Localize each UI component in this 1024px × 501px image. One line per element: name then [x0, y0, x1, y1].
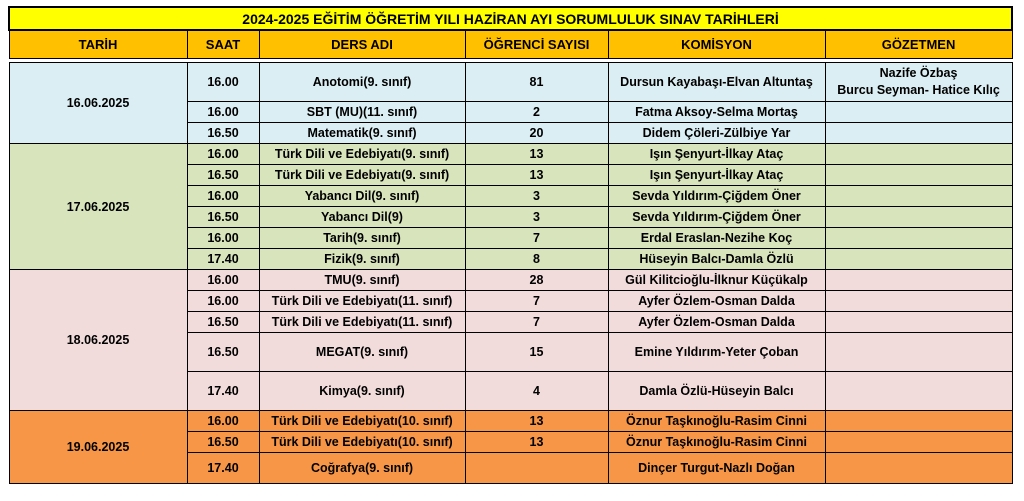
- proctor-cell: [825, 207, 1012, 228]
- count-cell: 13: [465, 144, 608, 165]
- commission-cell: Gül Kilitcioğlu-İlknur Küçükalp: [608, 270, 825, 291]
- count-cell: 3: [465, 207, 608, 228]
- proctor-cell: [825, 372, 1012, 411]
- table-row: [9, 270, 1012, 291]
- time-cell: 17.40: [187, 453, 259, 484]
- course-cell: Yabancı Dil(9. sınıf): [259, 186, 465, 207]
- header-time: SAAT: [187, 30, 259, 59]
- commission-cell: Öznur Taşkınoğlu-Rasim Cinni: [608, 411, 825, 432]
- proctor-cell: [825, 270, 1012, 291]
- count-cell: 2: [465, 102, 608, 123]
- proctor-cell: [825, 165, 1012, 186]
- time-cell: 16.50: [187, 432, 259, 453]
- course-cell: SBT (MU)(11. sınıf): [259, 102, 465, 123]
- count-cell: 20: [465, 123, 608, 144]
- proctor-cell: [825, 144, 1012, 165]
- commission-cell: Damla Özlü-Hüseyin Balcı: [608, 372, 825, 411]
- proctor-cell: [825, 102, 1012, 123]
- time-cell: 16.50: [187, 312, 259, 333]
- proctor-cell: [825, 432, 1012, 453]
- proctor-cell: [825, 333, 1012, 372]
- course-cell: Türk Dili ve Edebiyatı(10. sınıf): [259, 432, 465, 453]
- count-cell: 28: [465, 270, 608, 291]
- proctor-line: Nazife Özbaş: [879, 66, 958, 80]
- date-cell: 16.06.2025: [9, 63, 187, 144]
- header-course: DERS ADI: [259, 30, 465, 59]
- time-cell: 16.00: [187, 144, 259, 165]
- course-cell: Türk Dili ve Edebiyatı(11. sınıf): [259, 291, 465, 312]
- commission-cell: Dursun Kayabaşı-Elvan Altuntaş: [608, 63, 825, 102]
- course-cell: Anotomi(9. sınıf): [259, 63, 465, 102]
- commission-cell: Ayfer Özlem-Osman Dalda: [608, 312, 825, 333]
- course-cell: Türk Dili ve Edebiyatı(11. sınıf): [259, 312, 465, 333]
- course-cell: Coğrafya(9. sınıf): [259, 453, 465, 484]
- proctor-cell: [825, 63, 1012, 102]
- commission-cell: Didem Çöleri-Zülbiye Yar: [608, 123, 825, 144]
- date-cell: 17.06.2025: [9, 144, 187, 270]
- header-commission: KOMİSYON: [608, 30, 825, 59]
- exam-schedule-table: [8, 6, 1013, 484]
- time-cell: 16.00: [187, 270, 259, 291]
- title-row: [9, 7, 1012, 30]
- count-cell: 4: [465, 372, 608, 411]
- time-cell: 16.50: [187, 123, 259, 144]
- proctor-cell: [825, 312, 1012, 333]
- proctor-cell: [825, 291, 1012, 312]
- course-cell: Türk Dili ve Edebiyatı(9. sınıf): [259, 144, 465, 165]
- proctor-cell: [825, 249, 1012, 270]
- commission-cell: Öznur Taşkınoğlu-Rasim Cinni: [608, 432, 825, 453]
- time-cell: 16.50: [187, 333, 259, 372]
- time-cell: 16.00: [187, 186, 259, 207]
- time-cell: 16.50: [187, 207, 259, 228]
- commission-cell: Sevda Yıldırım-Çiğdem Öner: [608, 186, 825, 207]
- commission-cell: Dinçer Turgut-Nazlı Doğan: [608, 453, 825, 484]
- proctor-cell: [825, 411, 1012, 432]
- proctor-cell: [825, 453, 1012, 484]
- course-cell: Kimya(9. sınıf): [259, 372, 465, 411]
- time-cell: 16.00: [187, 102, 259, 123]
- count-cell: 13: [465, 165, 608, 186]
- date-cell: 19.06.2025: [9, 411, 187, 484]
- time-cell: 16.00: [187, 291, 259, 312]
- table-row: [9, 411, 1012, 432]
- count-cell: 13: [465, 432, 608, 453]
- table-row: [9, 144, 1012, 165]
- commission-cell: Sevda Yıldırım-Çiğdem Öner: [608, 207, 825, 228]
- count-cell: 81: [465, 63, 608, 102]
- header-student-count: ÖĞRENCİ SAYISI: [465, 30, 608, 59]
- time-cell: 16.50: [187, 165, 259, 186]
- date-cell: 18.06.2025: [9, 270, 187, 411]
- commission-cell: Hüseyin Balcı-Damla Özlü: [608, 249, 825, 270]
- commission-cell: Erdal Eraslan-Nezihe Koç: [608, 228, 825, 249]
- count-cell: 8: [465, 249, 608, 270]
- proctor-cell: [825, 186, 1012, 207]
- count-cell: [465, 453, 608, 484]
- time-cell: 16.00: [187, 228, 259, 249]
- course-cell: Fizik(9. sınıf): [259, 249, 465, 270]
- course-cell: Matematik(9. sınıf): [259, 123, 465, 144]
- course-cell: Yabancı Dil(9): [259, 207, 465, 228]
- commission-cell: Işın Şenyurt-İlkay Ataç: [608, 144, 825, 165]
- count-cell: 15: [465, 333, 608, 372]
- course-cell: Tarih(9. sınıf): [259, 228, 465, 249]
- header-row: [9, 30, 1012, 59]
- count-cell: 13: [465, 411, 608, 432]
- time-cell: 17.40: [187, 249, 259, 270]
- commission-cell: Işın Şenyurt-İlkay Ataç: [608, 165, 825, 186]
- course-cell: Türk Dili ve Edebiyatı(10. sınıf): [259, 411, 465, 432]
- course-cell: Türk Dili ve Edebiyatı(9. sınıf): [259, 165, 465, 186]
- commission-cell: Fatma Aksoy-Selma Mortaş: [608, 102, 825, 123]
- proctor-line: Burcu Seyman- Hatice Kılıç: [837, 83, 1000, 97]
- page-title: 2024-2025 EĞİTİM ÖĞRETİM YILI HAZİRAN AYI SORUMLULUK SINAV TARİHLERİ: [9, 7, 1012, 30]
- header-date: TARİH: [9, 30, 187, 59]
- proctor-cell: [825, 123, 1012, 144]
- time-cell: 17.40: [187, 372, 259, 411]
- commission-cell: Emine Yıldırım-Yeter Çoban: [608, 333, 825, 372]
- commission-cell: Ayfer Özlem-Osman Dalda: [608, 291, 825, 312]
- count-cell: 7: [465, 312, 608, 333]
- count-cell: 3: [465, 186, 608, 207]
- time-cell: 16.00: [187, 411, 259, 432]
- time-cell: 16.00: [187, 63, 259, 102]
- course-cell: MEGAT(9. sınıf): [259, 333, 465, 372]
- count-cell: 7: [465, 291, 608, 312]
- table-row: [9, 63, 1012, 102]
- header-proctor: GÖZETMEN: [825, 30, 1012, 59]
- course-cell: TMU(9. sınıf): [259, 270, 465, 291]
- count-cell: 7: [465, 228, 608, 249]
- proctor-cell: [825, 228, 1012, 249]
